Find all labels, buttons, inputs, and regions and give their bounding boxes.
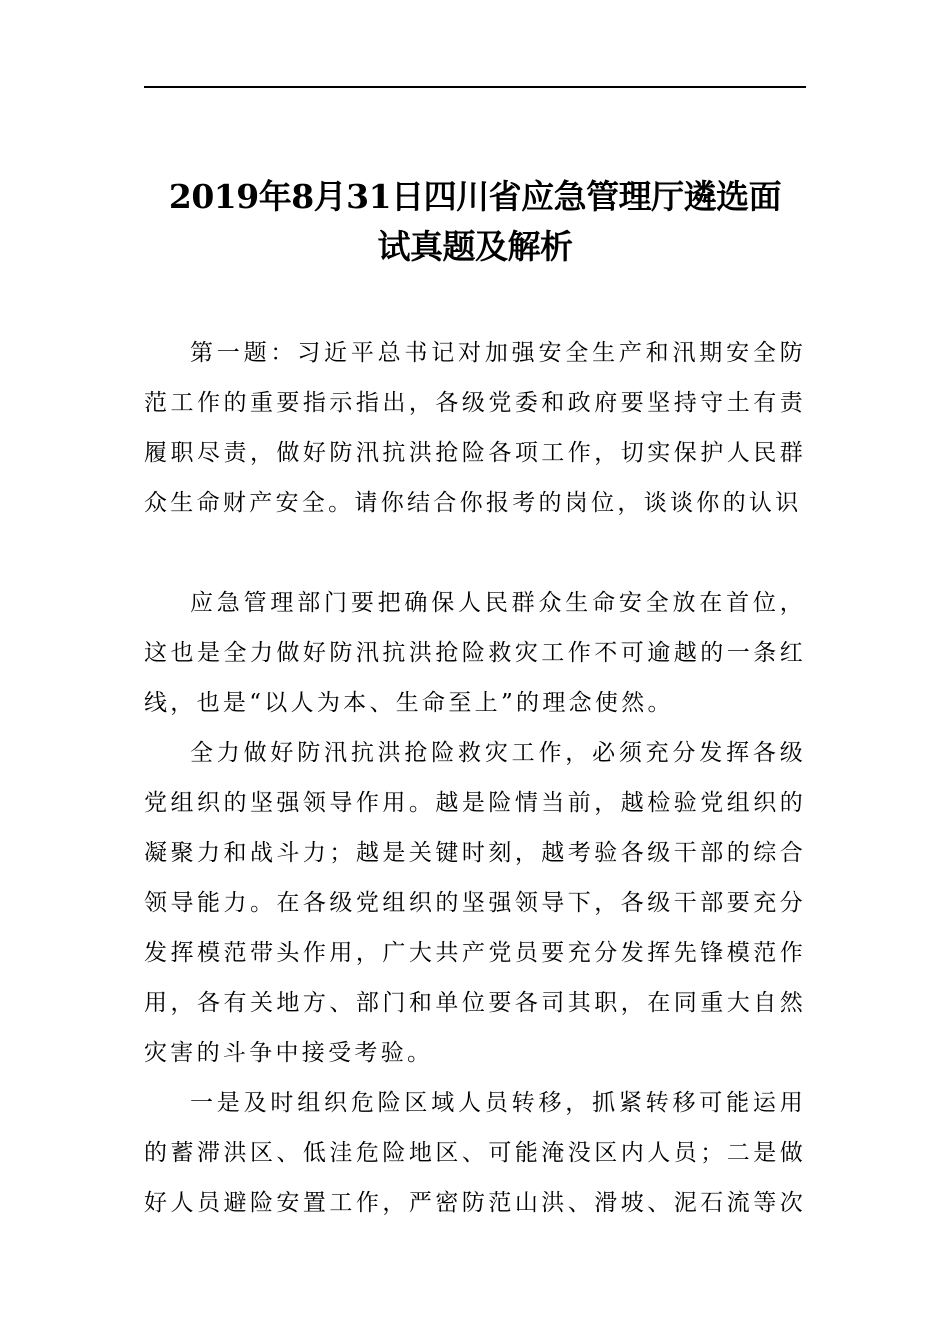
text-line: 一是及时组织危险区域人员转移，抓紧转移可能运用: [190, 1090, 806, 1116]
text-line: 全力做好防汛抗洪抢险救灾工作，必须充分发挥各级: [190, 740, 806, 766]
paragraph-question-1: [144, 328, 806, 528]
paragraph-answer-intro: [144, 578, 806, 728]
text-line: 众生命财产安全。请你结合你报考的岗位，谈谈你的认识: [144, 490, 802, 516]
title-line-2: 试真题及解析: [377, 227, 573, 266]
text-line: 这也是全力做好防汛抗洪抢险救灾工作不可逾越的一条红: [144, 640, 806, 666]
paragraph-gap: [144, 528, 806, 578]
paragraph-answer-measures: [144, 1078, 806, 1228]
title-line-1: 2019年8月31日四川省应急管理厅遴选面: [168, 177, 782, 216]
text-line: 的蓄滞洪区、低洼危险地区、可能淹没区内人员；二是做: [144, 1140, 806, 1166]
text-line: 发挥模范带头作用，广大共产党员要充分发挥先锋模范作: [144, 940, 806, 966]
text-line: 范工作的重要指示指出，各级党委和政府要坚持守土有责: [144, 390, 806, 416]
document-body: [144, 328, 806, 1228]
text-line: 应急管理部门要把确保人民群众生命安全放在首位，: [190, 590, 806, 616]
text-line: 线，也是“以人为本、生命至上”的理念使然。: [144, 690, 674, 716]
text-line: 领导能力。在各级党组织的坚强领导下，各级干部要充分: [144, 890, 806, 916]
text-line: 党组织的坚强领导作用。越是险情当前，越检验党组织的: [144, 790, 806, 816]
header-rule: [144, 86, 806, 88]
text-line: 履职尽责，做好防汛抗洪抢险各项工作，切实保护人民群: [144, 440, 806, 466]
text-line: 第一题：习近平总书记对加强安全生产和汛期安全防: [190, 340, 806, 366]
text-line: 凝聚力和战斗力；越是关键时刻，越考验各级干部的综合: [144, 840, 806, 866]
document-title: [144, 172, 806, 272]
paragraph-answer-leadership: [144, 728, 806, 1078]
text-line: 灾害的斗争中接受考验。: [144, 1040, 434, 1066]
text-line: 好人员避险安置工作，严密防范山洪、滑坡、泥石流等次: [144, 1190, 806, 1216]
text-line: 用，各有关地方、部门和单位要各司其职，在同重大自然: [144, 990, 806, 1016]
